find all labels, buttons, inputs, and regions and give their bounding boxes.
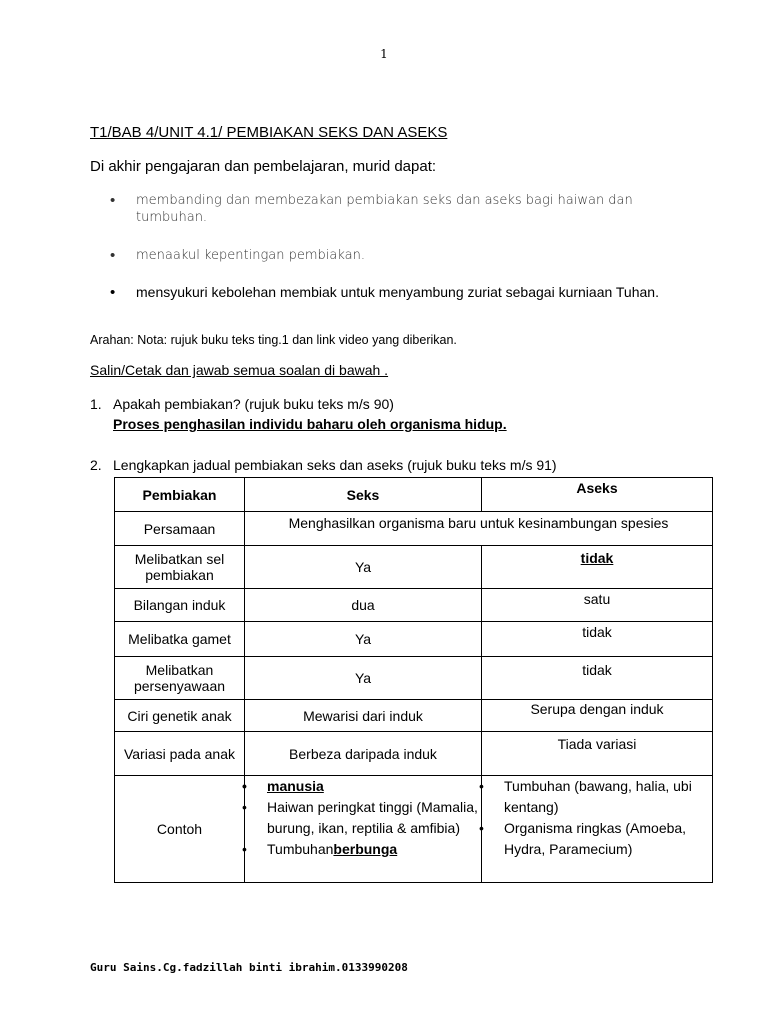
question-2 bbox=[90, 457, 557, 473]
aseks-cell: Serupa dengan induk bbox=[482, 700, 713, 732]
table-row bbox=[115, 546, 713, 589]
table-row bbox=[115, 622, 713, 657]
aseks-cell: satu bbox=[482, 589, 713, 622]
aseks-examples-list bbox=[482, 776, 712, 860]
question-1-answer: Proses penghasilan individu baharu oleh organisma hidup. bbox=[113, 416, 507, 432]
table-row bbox=[115, 700, 713, 732]
document-title: T1/BAB 4/UNIT 4.1/ PEMBIAKAN SEKS DAN ASEKS bbox=[90, 124, 448, 141]
seks-examples-list bbox=[245, 776, 481, 860]
footer-text: Guru Sains.Cg.fadzillah binti ibrahim.0133990208 bbox=[90, 961, 408, 974]
page-number: 1 bbox=[380, 47, 388, 61]
row-label: Variasi pada anak bbox=[115, 732, 245, 776]
table-header-row bbox=[115, 478, 713, 512]
instruction-text: Arahan: Nota: rujuk buku teks ting.1 dan link video yang diberikan. bbox=[90, 333, 457, 347]
seks-cell: Berbeza daripada induk bbox=[245, 732, 482, 776]
row-label: Melibatka gamet bbox=[115, 622, 245, 657]
header-cell: Seks bbox=[245, 478, 482, 512]
row-label: Contoh bbox=[115, 776, 245, 883]
row-label: Melibatkan persenyawaan bbox=[115, 657, 245, 700]
list-item: • Organisma ringkas (Amoeba, Hydra, Paramecium) bbox=[482, 818, 712, 860]
objectives-list bbox=[110, 192, 670, 301]
list-item: • Tumbuhan (bawang, halia, ubi kentang) bbox=[482, 776, 712, 818]
table-row bbox=[115, 776, 713, 883]
objective-item: • membanding dan membezakan pembiakan seks dan aseks bagi haiwan dan tumbuhan. bbox=[110, 192, 670, 226]
table-row bbox=[115, 512, 713, 546]
copy-instruction: Salin/Cetak dan jawab semua soalan di bawah . bbox=[90, 362, 389, 378]
question-1 bbox=[90, 396, 394, 412]
table-row bbox=[115, 657, 713, 700]
list-item: • manusia bbox=[245, 776, 481, 797]
header-cell: Aseks bbox=[482, 478, 713, 512]
objective-item: • mensyukuri kebolehan membiak untuk menyambung zuriat sebagai kurniaan Tuhan. bbox=[110, 284, 670, 301]
seks-examples-cell bbox=[245, 776, 482, 883]
aseks-cell: Tiada variasi bbox=[482, 732, 713, 776]
list-item-text: Tumbuhan bbox=[267, 841, 334, 857]
question-number: 2. bbox=[90, 457, 102, 473]
seks-cell: Ya bbox=[245, 622, 482, 657]
similarity-value: Menghasilkan organisma baru untuk kesinambungan spesies bbox=[245, 512, 713, 546]
list-item: • Haiwan peringkat tinggi (Mamalia, burung, ikan, reptilia & amfibia) bbox=[245, 797, 481, 839]
list-item-emphasis: berbunga bbox=[333, 841, 398, 857]
row-label: Melibatkan sel pembiakan bbox=[115, 546, 245, 589]
header-cell: Pembiakan bbox=[115, 478, 245, 512]
table-row bbox=[115, 732, 713, 776]
question-text: Lengkapkan jadual pembiakan seks dan aseks (rujuk buku teks m/s 91) bbox=[113, 457, 557, 473]
seks-cell: Ya bbox=[245, 546, 482, 589]
intro-text: Di akhir pengajaran dan pembelajaran, murid dapat: bbox=[90, 158, 437, 175]
objective-item: • menaakul kepentingan pembiakan. bbox=[110, 247, 670, 264]
seks-cell: dua bbox=[245, 589, 482, 622]
aseks-cell: tidak bbox=[482, 546, 713, 589]
list-item bbox=[245, 839, 481, 860]
row-label: Persamaan bbox=[115, 512, 245, 546]
row-label: Bilangan induk bbox=[115, 589, 245, 622]
aseks-cell: tidak bbox=[482, 622, 713, 657]
row-label: Ciri genetik anak bbox=[115, 700, 245, 732]
question-text: Apakah pembiakan? (rujuk buku teks m/s 90) bbox=[113, 396, 394, 412]
aseks-examples-cell bbox=[482, 776, 713, 883]
reproduction-table bbox=[114, 477, 713, 883]
question-number: 1. bbox=[90, 396, 102, 412]
aseks-cell: tidak bbox=[482, 657, 713, 700]
table-row bbox=[115, 589, 713, 622]
seks-cell: Mewarisi dari induk bbox=[245, 700, 482, 732]
seks-cell: Ya bbox=[245, 657, 482, 700]
